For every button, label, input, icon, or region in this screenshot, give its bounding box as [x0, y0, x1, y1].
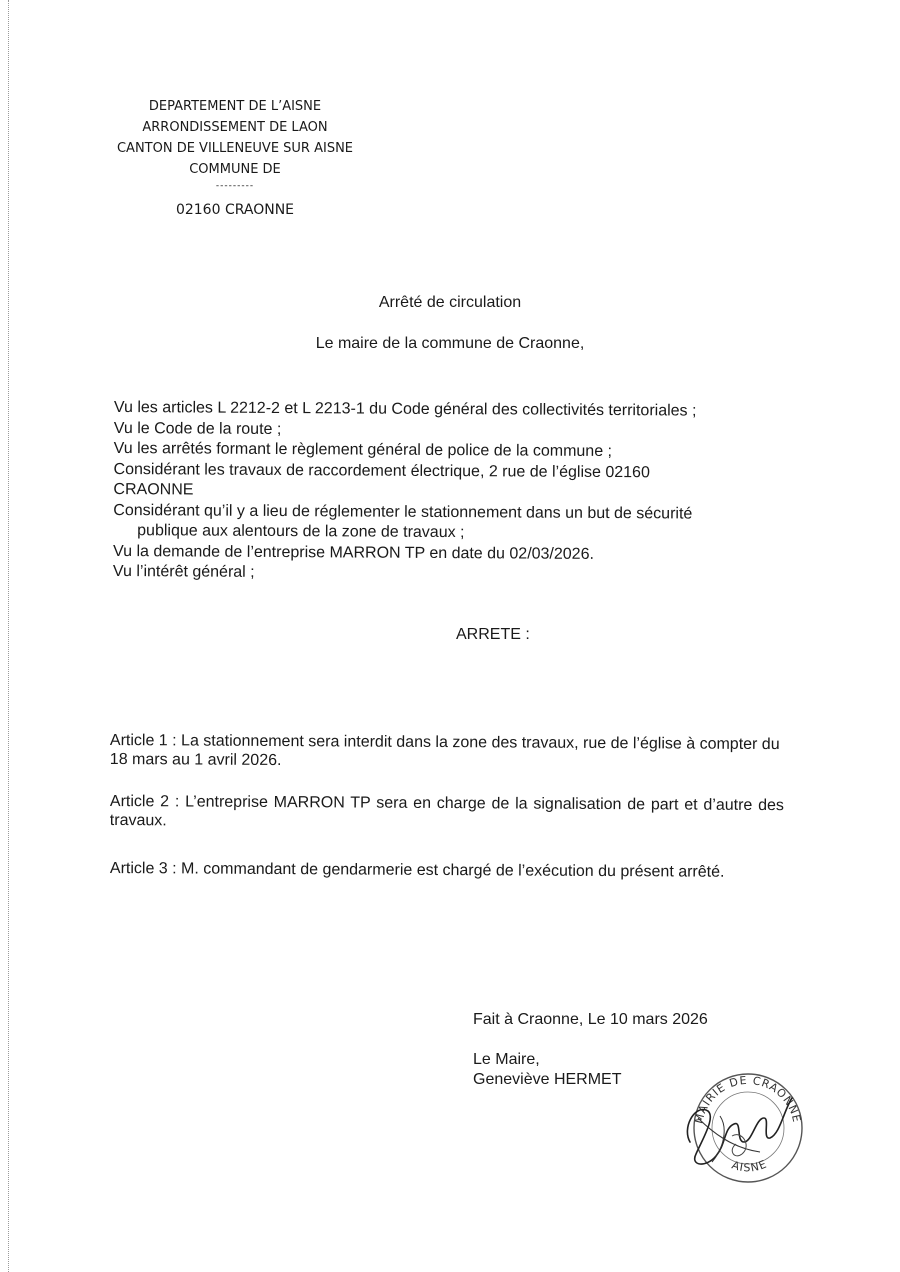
considerant-line: publique aux alentours de la zone de travaux ;: [137, 522, 465, 542]
signatory-role: Le Maire,: [473, 1051, 540, 1068]
letterhead: [110, 96, 360, 221]
considerant-line: Vu le Code de la route ;: [113, 419, 282, 438]
considerant-line: Vu la demande de l’entreprise MARRON TP en date du 02/03/2026.: [113, 542, 594, 563]
considerants-list: [113, 398, 794, 587]
considerant-line: Vu l’intérêt général ;: [112, 562, 255, 581]
svg-text:AISNE: AISNE: [730, 1157, 770, 1175]
svg-text:MAIRIE DE CRAONNE: MAIRIE DE CRAONNE: [692, 1073, 804, 1125]
mayor-stamp-and-signature: [672, 1058, 820, 1184]
considerant-line: Considérant les travaux de raccordement électrique, 2 rue de l’église 02160: [113, 460, 650, 481]
arrondissement-line: ARRONDISSEMENT DE LAON: [142, 120, 328, 135]
considerant-line: CRAONNE: [113, 480, 194, 499]
document-title: Arrêté de circulation: [378, 294, 522, 311]
signatory-name: Geneviève HERMET: [473, 1071, 622, 1088]
considerant-line: Vu les articles L 2212-2 et L 2213-1 du Code général des collectivités territoriales ;: [113, 398, 697, 420]
considerant-line: Considérant qu’il y a lieu de réglementer le stationnement dans un but de sécurité: [113, 501, 693, 523]
decision-heading: ARRETE :: [456, 626, 530, 643]
department-line: DEPARTEMENT DE L’AISNE: [148, 99, 322, 114]
commune-name: 02160 CRAONNE: [175, 202, 295, 218]
considerant-line: Vu les arrêtés formant le règlement général de police de la commune ;: [113, 439, 613, 461]
header-separator: ---------: [215, 181, 255, 191]
document-intro: Le maire de la commune de Craonne,: [315, 335, 585, 352]
page-edge: [8, 0, 9, 1272]
signatory-block: [473, 1050, 622, 1090]
canton-line: CANTON DE VILLENEUVE SUR AISNE: [116, 141, 354, 156]
article-3: Article 3 : M. commandant de gendarmerie est chargé de l’exécution du présent arrêté.: [109, 860, 725, 881]
place-and-date: Fait à Craonne, Le 10 mars 2026: [473, 1011, 708, 1028]
article-1: Article 1 : La stationnement sera interdit dans la zone des travaux, rue de l’église à compter du 18 mars au 1 avril 2026.: [109, 732, 780, 770]
article-2: Article 2 : L’entreprise MARRON TP sera en charge de la signalisation de part et d’autre des travaux.: [109, 793, 784, 830]
commune-label: COMMUNE DE: [189, 162, 281, 177]
